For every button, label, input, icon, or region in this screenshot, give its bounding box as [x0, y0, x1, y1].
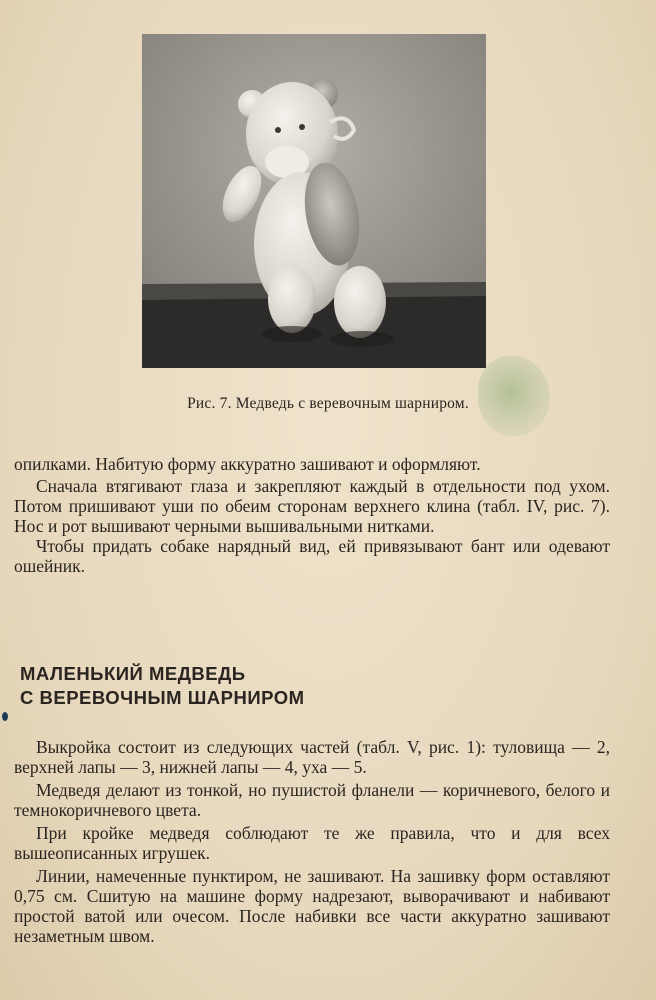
- paragraph: Сначала втягивают глаза и закрепляют каждый в отдельности под ухом. Потом пришивают уши по обеим сторонам верхнего клина (табл. IV, рис. 7). Нос и рот вышивают черными вышивальными нитками.: [14, 476, 610, 536]
- ink-dot: [2, 712, 8, 721]
- paragraph: Медведя делают из тонкой, но пушистой фланели — коричневого, белого и темнокоричневого цвета.: [14, 780, 610, 820]
- bear-illustration: [142, 34, 486, 368]
- paragraph: Линии, намеченные пунктиром, не зашивают. На зашивку форм оставляют 0,75 см. Сшитую на машине форму надрезают, выворачивают и набивают простой ватой или очесом. После набивки все части аккуратно зашивают незаметным швом.: [14, 866, 610, 946]
- section-heading: [20, 662, 580, 710]
- paragraph: Выкройка состоит из следующих частей (табл. V, рис. 1): туловища — 2, верхней лапы — 3, нижней лапы — 4, уха — 5.: [14, 737, 610, 777]
- paragraph: Чтобы придать собаке нарядный вид, ей привязывают бант или одевают ошейник.: [14, 536, 610, 576]
- heading-line-1: МАЛЕНЬКИЙ МЕДВЕДЬ: [20, 663, 246, 684]
- section2-text: [14, 737, 610, 946]
- teddy-bear-photo: [142, 34, 486, 368]
- heading-line-2: С ВЕРЕВОЧНЫМ ШАРНИРОМ: [20, 687, 305, 708]
- paragraph: опилками. Набитую форму аккуратно зашивают и оформляют.: [14, 454, 481, 474]
- figure-caption: Рис. 7. Медведь с веревочным шарниром.: [187, 395, 469, 412]
- section1-text: [14, 454, 610, 576]
- paragraph: При кройке медведя соблюдают те же правила, что и для всех вышеописанных игрушек.: [14, 823, 610, 863]
